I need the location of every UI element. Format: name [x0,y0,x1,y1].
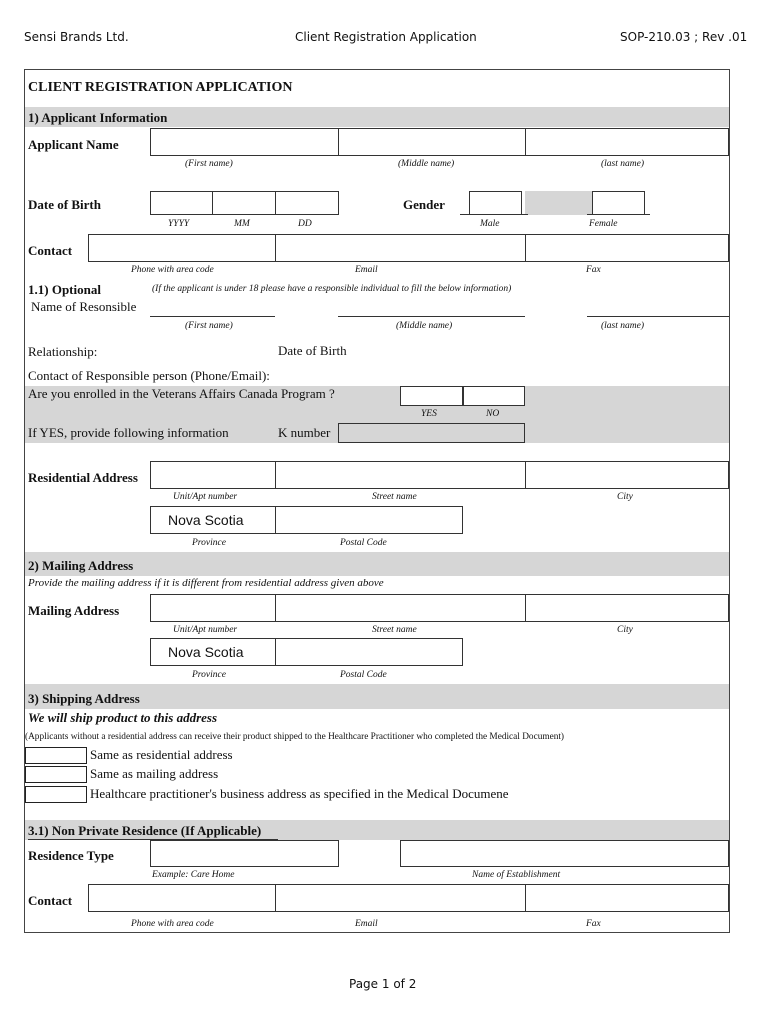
form-title: CLIENT REGISTRATION APPLICATION [28,80,293,95]
mailing-note: Provide the mailing address if it is different from residential address given above [28,577,384,589]
mail-postal-input[interactable] [275,638,463,666]
document-title: Client Registration Application [295,30,477,44]
veterans-yes-checkbox[interactable] [400,386,463,406]
resp-contact-label: Contact of Responsible person (Phone/Email): [28,368,270,383]
res-street-input[interactable] [275,461,526,489]
ship-residential-checkbox[interactable] [25,747,87,764]
section-title-mailing: 2) Mailing Address [28,558,134,573]
last-name-input[interactable] [525,128,729,156]
np-fax-input[interactable] [525,884,729,912]
ship-mailing-label: Same as mailing address [90,766,219,781]
no-caption: NO [486,409,500,419]
gender-female-checkbox[interactable] [592,191,645,215]
first-name-caption: (First name) [185,159,233,169]
male-underline [460,214,528,215]
resp-dob-label: Date of Birth [278,343,347,358]
ship-practitioner-label: Healthcare practitioner's business address as specified in the Medical Documene [90,786,509,801]
resp-middle-line[interactable] [338,316,525,317]
gender-spacer [525,191,592,215]
document-reference: SOP-210.03 ; Rev .01 [620,30,748,44]
ship-residential-label: Same as residential address [90,747,233,762]
section-title-shipping: 3) Shipping Address [28,691,140,706]
veterans-question: Are you enrolled in the Veterans Affairs Canada Program ? [28,386,335,401]
veterans-no-checkbox[interactable] [463,386,525,406]
resp-last-line[interactable] [587,316,729,317]
phone-input[interactable] [88,234,276,262]
male-caption: Male [480,219,500,229]
mail-street-input[interactable] [275,594,526,622]
middle-name-input[interactable] [338,128,526,156]
yyyy-caption: YYYY [168,219,190,229]
mail-city-caption: City [617,625,633,635]
mail-unit-caption: Unit/Apt number [173,625,238,635]
ship-practitioner-checkbox[interactable] [25,786,87,803]
applicant-name-label: Applicant Name [28,137,119,152]
mail-postal-caption: Postal Code [340,670,387,680]
optional-note: (If the applicant is under 18 please have a responsible individual to fill the below information) [152,284,512,294]
res-city-caption: City [617,492,633,502]
residential-address-label: Residential Address [28,470,138,485]
dob-day-input[interactable] [275,191,339,215]
np-phone-input[interactable] [88,884,276,912]
mail-city-input[interactable] [525,594,729,622]
res-province-select[interactable]: Nova Scotia [150,506,276,534]
dob-year-input[interactable] [150,191,213,215]
mail-province-caption: Province [192,670,226,680]
resp-last-caption: (last name) [601,321,645,331]
dob-month-input[interactable] [212,191,276,215]
resp-first-line[interactable] [150,316,275,317]
mail-province-select[interactable]: Nova Scotia [150,638,276,666]
responsible-name-label: Name of Resonsible [31,299,137,314]
shipping-subtitle: We will ship product to this address [28,710,218,725]
company-name: Sensi Brands Ltd. [24,30,129,44]
res-unit-input[interactable] [150,461,276,489]
fax-input[interactable] [525,234,729,262]
gender-male-checkbox[interactable] [469,191,522,215]
ship-mailing-checkbox[interactable] [25,766,87,783]
mail-street-caption: Street name [372,625,417,635]
resp-first-caption: (First name) [185,321,233,331]
res-postal-input[interactable] [275,506,463,534]
np-email-caption: Email [355,919,378,929]
np-fax-caption: Fax [586,919,601,929]
k-number-label: K number [278,425,331,440]
relationship-label: Relationship: [28,344,98,359]
shipping-note: (Applicants without a residential address can receive their product shipped to the Healthcare Practitioner who completed the Medical Document) [25,732,565,742]
res-postal-caption: Postal Code [340,538,387,548]
mm-caption: MM [234,219,250,229]
residence-type-input[interactable] [150,840,339,867]
fax-caption: Fax [586,265,601,275]
np-phone-caption: Phone with area code [131,919,214,929]
np-email-input[interactable] [275,884,526,912]
page-number: Page 1 of 2 [349,977,417,991]
dd-caption: DD [298,219,312,229]
email-caption: Email [355,265,378,275]
dob-label: Date of Birth [28,197,101,212]
female-caption: Female [589,219,618,229]
email-input[interactable] [275,234,526,262]
female-underline [587,214,650,215]
contact-label: Contact [28,243,73,258]
res-city-input[interactable] [525,461,729,489]
yes-caption: YES [421,409,437,419]
if-yes-label: If YES, provide following information [28,425,229,440]
res-unit-caption: Unit/Apt number [173,492,238,502]
establishment-caption: Name of Establishment [472,870,561,880]
res-street-caption: Street name [372,492,417,502]
phone-caption: Phone with area code [131,265,214,275]
k-number-input[interactable] [338,423,525,443]
section-title-applicant: 1) Applicant Information [28,110,168,125]
residence-type-label: Residence Type [28,848,114,863]
establishment-name-input[interactable] [400,840,729,867]
res-province-caption: Province [192,538,226,548]
example-caption: Example: Care Home [152,870,235,880]
last-name-caption: (last name) [601,159,645,169]
first-name-input[interactable] [150,128,339,156]
optional-title: 1.1) Optional [28,282,101,297]
mail-unit-input[interactable] [150,594,276,622]
resp-middle-caption: (Middle name) [396,321,453,331]
section-title-non-private: 3.1) Non Private Residence (If Applicable) [28,823,262,838]
np-contact-label: Contact [28,893,73,908]
mailing-address-label: Mailing Address [28,603,120,618]
middle-name-caption: (Middle name) [398,159,455,169]
gender-label: Gender [403,197,445,212]
